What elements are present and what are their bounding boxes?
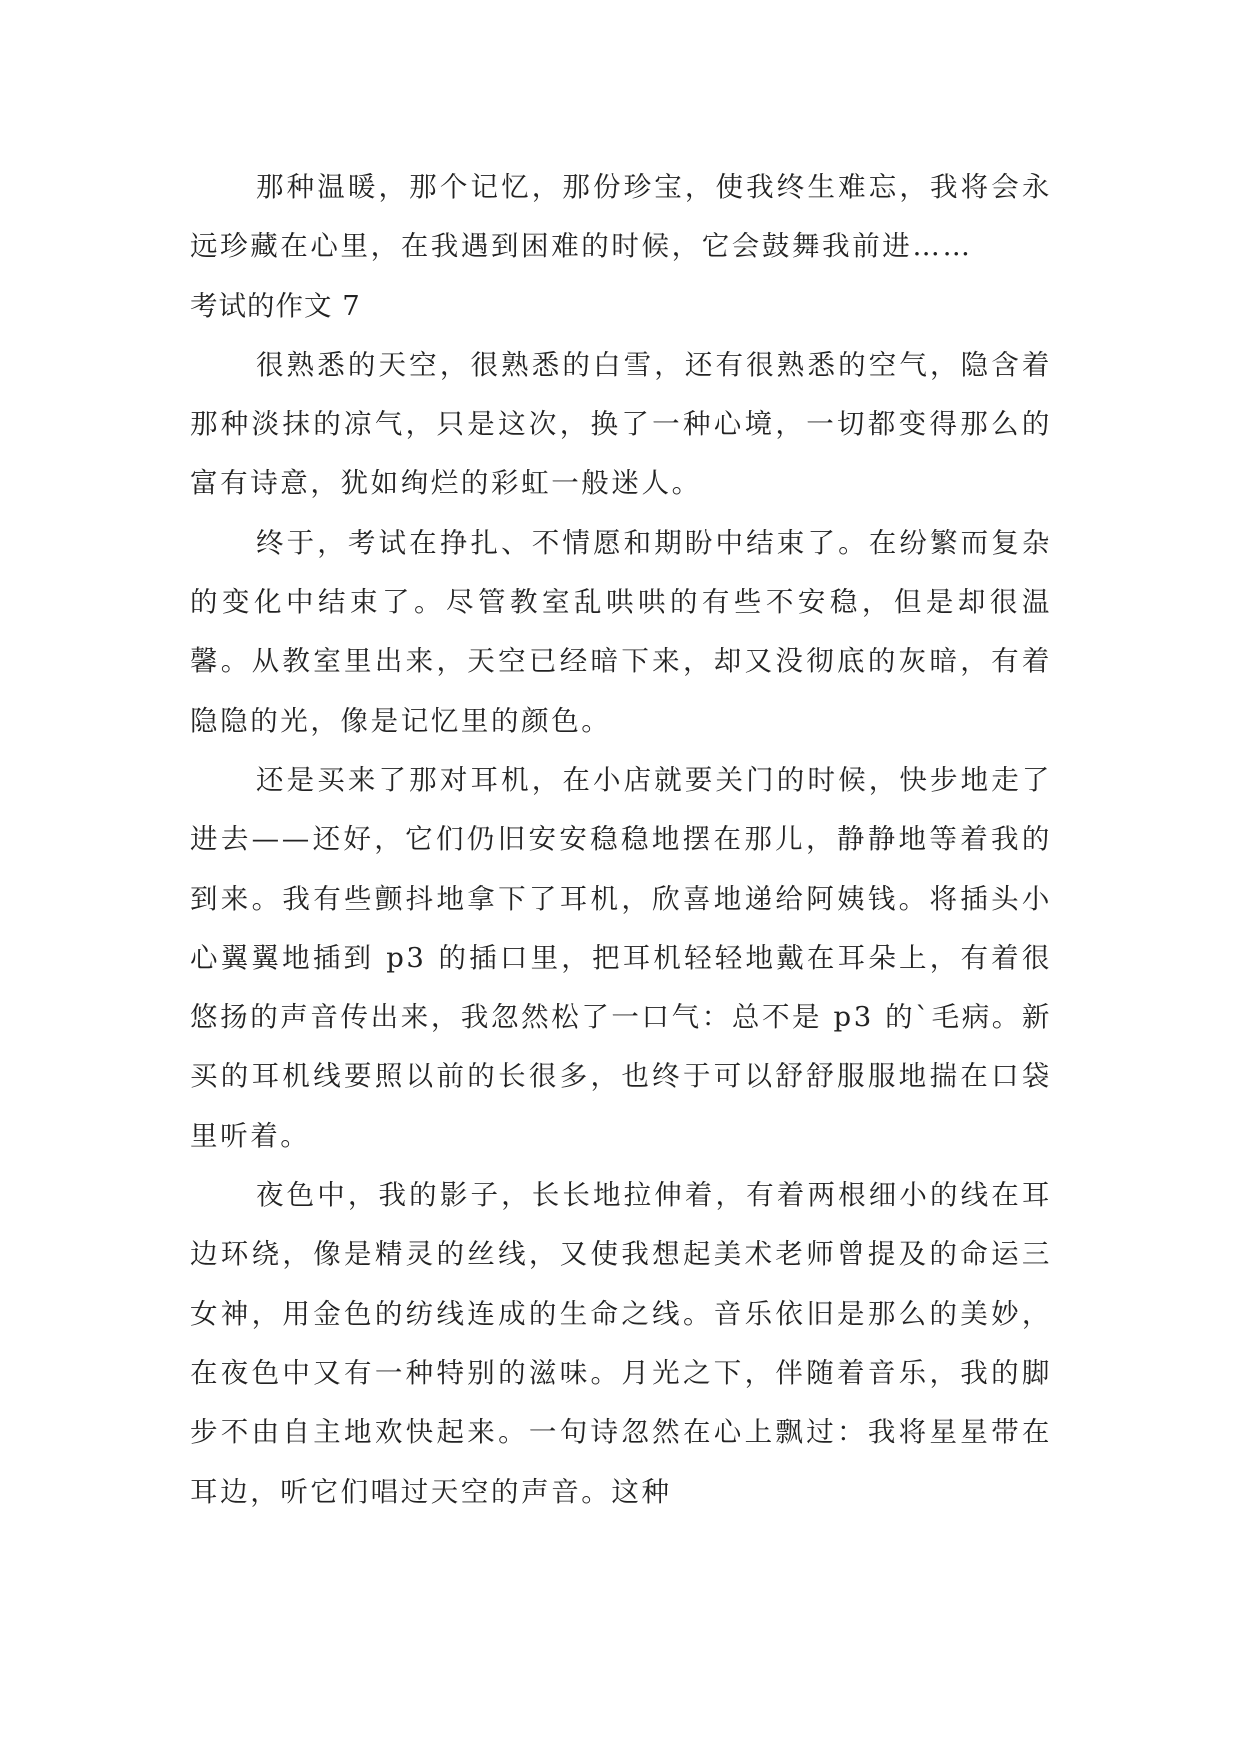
document-body <box>190 158 1052 1522</box>
body-paragraph-2: 终于，考试在挣扎、不情愿和期盼中结束了。在纷繁而复杂的变化中结束了。尽管教室乱哄哄的有些不安稳，但是却很温馨。从教室里出来，天空已经暗下来，却又没彻底的灰暗，有着隐隐的光，像是记忆里的颜色。 <box>190 526 1052 737</box>
body-paragraph-4: 夜色中，我的影子，长长地拉伸着，有着两根细小的线在耳边环绕，像是精灵的丝线，又使我想起美术老师曾提及的命运三女神，用金色的纺线连成的生命之线。音乐依旧是那么的美妙，在夜色中又有一种特别的滋味。月光之下，伴随着音乐，我的脚步不由自主地欢快起来。一句诗忽然在心上飘过：我将星星带在耳边，听它们唱过天空的声音。这种 <box>190 1179 1052 1508</box>
intro-paragraph: 那种温暖，那个记忆，那份珍宝，使我终生难忘，我将会永远珍藏在心里，在我遇到困难的时候，它会鼓舞我前进…… <box>190 171 1052 263</box>
section-title: 考试的作文 7 <box>190 289 361 322</box>
body-paragraph-1: 很熟悉的天空，很熟悉的白雪，还有很熟悉的空气，隐含着那种淡抹的凉气，只是这次，换了一种心境，一切都变得那么的富有诗意，犹如绚烂的彩虹一般迷人。 <box>190 348 1052 500</box>
body-paragraph-3: 还是买来了那对耳机，在小店就要关门的时候，快步地走了进去——还好，它们仍旧安安稳稳地摆在那儿，静静地等着我的到来。我有些颤抖地拿下了耳机，欣喜地递给阿姨钱。将插头小心翼翼地插到 p3 的插口里，把耳机轻轻地戴在耳朵上，有着很悠扬的声音传出来，我忽然松了一口气：总不是 p3 的`毛病。新买的耳机线要照以前的长很多，也终于可以舒舒服服地揣在口袋里听着。 <box>190 763 1052 1152</box>
